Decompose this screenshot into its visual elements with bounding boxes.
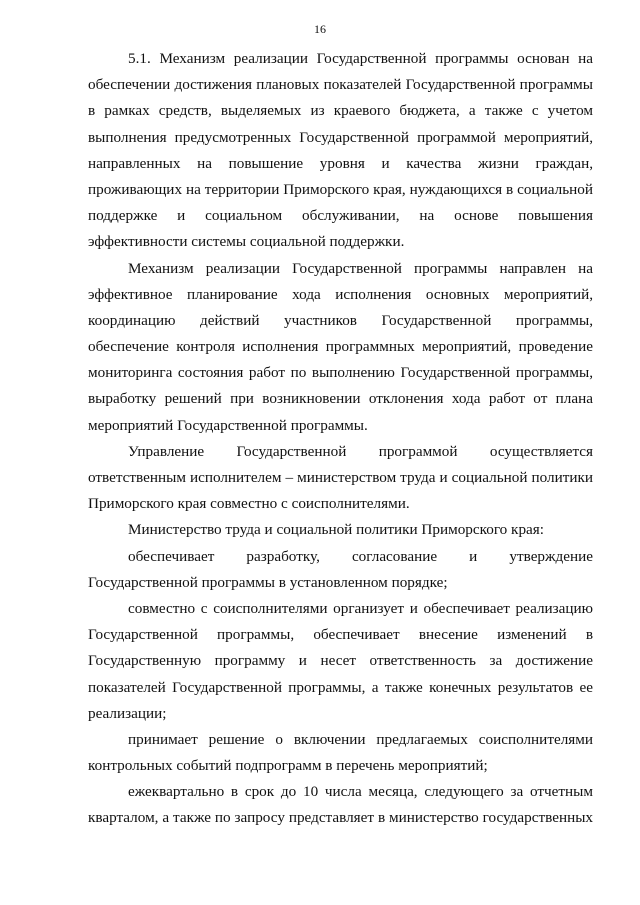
- text-line: 5.1. Механизм реализации Государственной программы основан на: [128, 50, 593, 67]
- text-line: обеспечении достижения плановых показателей Государственной программы: [88, 76, 593, 94]
- paragraph: [88, 517, 593, 543]
- text-line: ответственным исполнителем – министерством труда и социальной политики: [88, 469, 593, 486]
- text-line: обеспечивает разработку, согласование и утверждение: [128, 547, 593, 565]
- text-line: Государственной программы в установленном порядке;: [88, 573, 448, 591]
- text-line: выработку решений при возникновении отклонения хода работ от плана: [88, 390, 593, 408]
- text-line: реализации;: [88, 704, 167, 722]
- text-line: совместно с соисполнителями организует и обеспечивает реализацию: [128, 599, 593, 617]
- paragraph: [88, 46, 593, 256]
- text-line: эффективности системы социальной поддержки.: [88, 233, 405, 251]
- page-number: 16: [314, 22, 326, 36]
- text-line: контрольных событий подпрограмм в перечень мероприятий;: [88, 757, 488, 775]
- text-line: Управление Государственной программой осуществляется: [128, 442, 593, 460]
- text-line: Государственной программы, обеспечивает внесение изменений в: [88, 626, 593, 644]
- text-line: обеспечение контроля исполнения программных мероприятий, проведение: [88, 338, 593, 356]
- text-line: в рамках средств, выделяемых из краевого бюджета, а также с учетом: [88, 102, 593, 120]
- paragraph: [88, 779, 593, 831]
- text-line: направленных на повышение уровня и качества жизни граждан,: [88, 154, 593, 172]
- paragraph: [88, 596, 593, 727]
- text-line: выполнения предусмотренных Государственной программой мероприятий,: [88, 128, 593, 146]
- text-line: мониторинга состояния работ по выполнению Государственной программы,: [88, 364, 593, 382]
- paragraph: [88, 727, 593, 779]
- text-line: показателей Государственной программы, а также конечных результатов ее: [88, 678, 593, 696]
- paragraph: [88, 544, 593, 596]
- text-line: Приморского края совместно с соисполнителями.: [88, 495, 410, 513]
- text-line: координацию действий участников Государственной программы,: [88, 311, 593, 329]
- text-line: Министерство труда и социальной политики Приморского края:: [128, 521, 544, 539]
- text-line: Государственную программу и несет ответственность за достижение: [88, 652, 593, 670]
- paragraph: [88, 439, 593, 518]
- paragraph: [88, 256, 593, 439]
- document-body: [88, 46, 593, 832]
- text-line: кварталом, а также по запросу представляет в министерство государственных: [88, 809, 593, 827]
- text-line: эффективное планирование хода исполнения основных мероприятий,: [88, 285, 593, 303]
- text-line: принимает решение о включении предлагаемых соисполнителями: [128, 730, 593, 748]
- text-line: проживающих на территории Приморского края, нуждающихся в социальной: [88, 180, 593, 198]
- text-line: поддержке и социальном обслуживании, на основе повышения: [88, 207, 593, 225]
- text-line: Механизм реализации Государственной программы направлен на: [128, 259, 593, 277]
- text-line: мероприятий Государственной программы.: [88, 416, 368, 434]
- text-line: ежеквартально в срок до 10 числа месяца, следующего за отчетным: [128, 783, 593, 801]
